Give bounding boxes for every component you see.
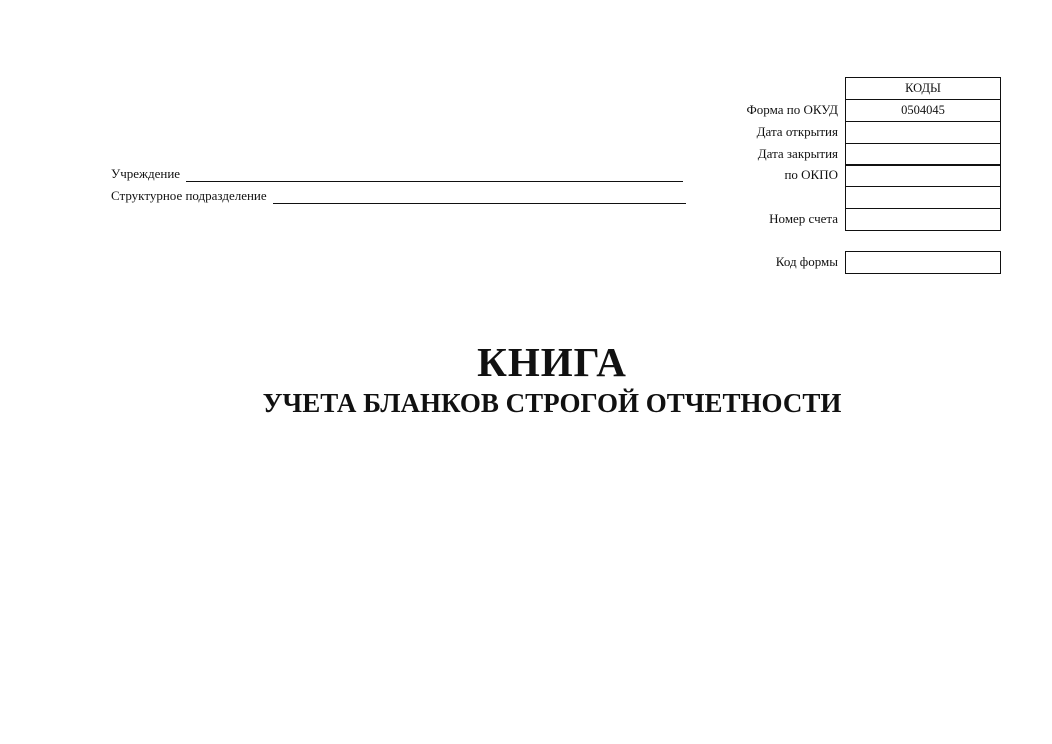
department-label: Структурное подразделение xyxy=(111,188,267,203)
institution-input-line[interactable] xyxy=(186,169,683,182)
page-subtitle: УЧЕТА БЛАНКОВ СТРОГОЙ ОТЧЕТНОСТИ xyxy=(262,388,842,418)
department-field xyxy=(111,186,686,204)
department-input-line[interactable] xyxy=(273,191,686,204)
form-code-label: Код формы xyxy=(775,254,838,269)
account-number-cell[interactable] xyxy=(845,208,1001,231)
institution-label: Учреждение xyxy=(111,166,181,181)
page-title: КНИГА xyxy=(477,339,627,385)
open-date-label: Дата открытия xyxy=(756,124,838,139)
form-code-cell[interactable] xyxy=(845,251,1001,274)
close-date-cell[interactable] xyxy=(845,143,1001,166)
codes-header: КОДЫ xyxy=(845,77,1001,100)
okud-label: Форма по ОКУД xyxy=(746,102,838,117)
account-number-label: Номер счета xyxy=(769,211,838,226)
blank-code-cell[interactable] xyxy=(845,186,1001,209)
okpo-label: по ОКПО xyxy=(784,167,838,182)
close-date-label: Дата закрытия xyxy=(757,146,838,161)
institution-field xyxy=(111,164,683,182)
open-date-cell[interactable] xyxy=(845,121,1001,144)
okud-value: 0504045 xyxy=(845,99,1001,122)
okpo-cell[interactable] xyxy=(845,164,1001,187)
